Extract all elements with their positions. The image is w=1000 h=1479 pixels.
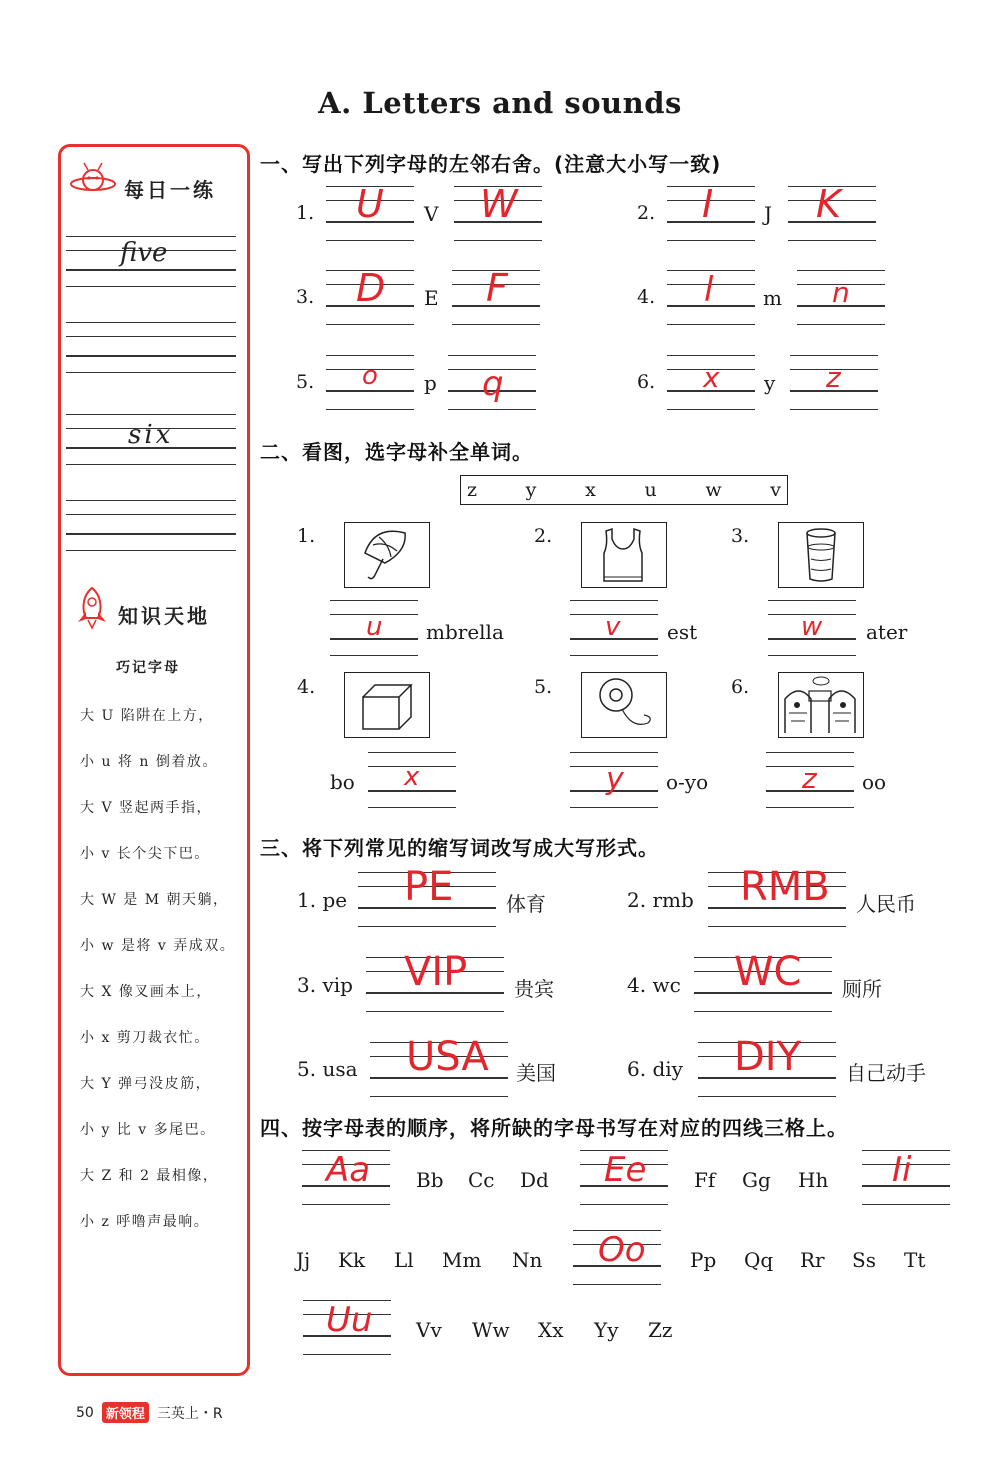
tip-line: 小 w 是将 v 弄成双。 [80, 938, 236, 954]
tip-line: 小 x 剪刀裁衣忙。 [80, 1030, 210, 1046]
tip-line: 小 z 呼噜声最响。 [80, 1214, 210, 1230]
answer-left: D [356, 266, 386, 310]
answer-letter: x [404, 762, 420, 792]
item-number: 5. [297, 1057, 317, 1081]
answer-right: z [826, 361, 841, 394]
answer-uppercase: RMB [740, 864, 830, 910]
answer-uppercase: WC [734, 949, 802, 995]
page-number: 50 [76, 1404, 94, 1421]
meaning: 厕所 [842, 977, 882, 1001]
letter-pair: Gg [742, 1168, 771, 1192]
answer-uppercase: DIY [734, 1034, 802, 1080]
vest-icon [581, 522, 667, 588]
letter-pair: Ss [852, 1248, 876, 1272]
rocket-icon [72, 586, 112, 630]
answer-left: x [703, 361, 720, 394]
meaning: 美国 [516, 1061, 556, 1085]
item-number: 4. [637, 286, 656, 308]
tip-line: 大 Z 和 2 最相像， [80, 1168, 219, 1184]
word-suffix: oo [862, 770, 887, 794]
page-title: A. Letters and sounds [318, 86, 682, 120]
meaning: 人民币 [856, 892, 916, 916]
answer-right: F [486, 266, 508, 310]
answer-letter: v [605, 612, 621, 642]
letter-pair: Bb [416, 1168, 444, 1192]
given-letter: y [764, 371, 776, 395]
item-number: 5. [296, 371, 315, 393]
answer-uppercase: PE [404, 864, 454, 910]
word-suffix: ater [866, 620, 908, 644]
given-letter: E [424, 286, 439, 310]
word-suffix: o-yo [666, 770, 709, 794]
choice-letter: v [770, 479, 781, 501]
answer-letter: w [801, 612, 823, 642]
word-suffix: est [667, 620, 698, 644]
umbrella-icon [344, 522, 430, 588]
word-prefix: bo [330, 770, 355, 794]
item-number: 3. [296, 286, 315, 308]
choice-letter: w [705, 479, 722, 501]
item-number: 4. [297, 676, 316, 698]
letter-pair: Qq [744, 1248, 774, 1272]
tip-line: 大 V 竖起两手指， [80, 800, 213, 816]
answer-left: l [704, 270, 714, 310]
tip-line: 大 X 像叉画本上， [80, 984, 212, 1000]
letter-pair: Ww [472, 1318, 510, 1342]
abbreviation: rmb [652, 888, 694, 912]
answer-right: W [480, 182, 518, 226]
letter-pair: Rr [800, 1248, 825, 1272]
section3-heading: 三、将下列常见的缩写词改写成大写形式。 [260, 836, 659, 860]
tip-title: 巧记字母 [116, 660, 180, 676]
letter-pair: Pp [690, 1248, 717, 1272]
letter-pair: Hh [798, 1168, 829, 1192]
meaning: 自己动手 [846, 1061, 926, 1085]
tip-line: 小 v 长个尖下巴。 [80, 846, 210, 862]
item-number: 2. [627, 888, 647, 912]
practice-word-five: five [120, 238, 168, 268]
item-number: 1. [297, 888, 317, 912]
letter-pair: Dd [520, 1168, 549, 1192]
answer-right: q [482, 364, 504, 404]
answer-uppercase: VIP [404, 949, 468, 995]
answer-letter: y [606, 762, 624, 797]
brand-badge: 新领程 [102, 1402, 149, 1423]
choice-letter: y [525, 479, 537, 501]
answer-letter: u [366, 612, 383, 642]
item-number: 6. [731, 676, 750, 698]
letter-pair: Jj [296, 1248, 311, 1272]
answer-left: o [362, 361, 378, 391]
choice-letter: u [644, 479, 657, 501]
answer-pair: Aa [326, 1150, 371, 1190]
abbreviation: diy [652, 1057, 683, 1081]
letter-pair: Vv [416, 1318, 442, 1342]
water-glass-icon [778, 522, 864, 588]
letter-pair: Nn [512, 1248, 543, 1272]
planet-icon [68, 160, 118, 200]
given-letter: p [424, 371, 437, 395]
letter-pair: Tt [904, 1248, 926, 1272]
letter-pair: Cc [468, 1168, 495, 1192]
abbreviation: wc [652, 973, 681, 997]
item-number: 2. [637, 202, 656, 224]
knowledge-heading: 知识天地 [118, 604, 210, 628]
choice-letter: z [467, 479, 478, 501]
answer-pair: Oo [598, 1230, 646, 1270]
abbreviation: usa [322, 1057, 358, 1081]
item-number: 1. [296, 202, 315, 224]
given-letter: m [763, 286, 782, 310]
item-number: 5. [534, 676, 553, 698]
item-number: 6. [637, 371, 656, 393]
word-suffix: mbrella [426, 620, 504, 644]
practice-word-six: six [128, 420, 174, 450]
abbreviation: pe [322, 888, 348, 912]
daily-practice-heading: 每日一练 [124, 178, 216, 202]
meaning: 体育 [506, 892, 546, 916]
yoyo-icon [581, 672, 667, 738]
letter-pair: Kk [338, 1248, 366, 1272]
letter-choice-box [460, 475, 788, 505]
abbreviation: vip [322, 973, 353, 997]
tip-line: 小 y 比 v 多尾巴。 [80, 1122, 216, 1138]
item-number: 4. [627, 973, 647, 997]
item-number: 2. [534, 525, 553, 547]
letter-pair: Xx [538, 1318, 564, 1342]
tip-line: 大 W 是 M 朝天躺， [80, 892, 229, 908]
choice-letter: x [585, 479, 596, 501]
letter-pair: Ll [394, 1248, 414, 1272]
answer-letter: z [802, 762, 817, 795]
letter-pair: Ff [694, 1168, 716, 1192]
item-number: 1. [297, 525, 316, 547]
item-number: 3. [297, 973, 317, 997]
letter-pair: Zz [648, 1318, 673, 1342]
tip-line: 小 u 将 n 倒着放。 [80, 754, 218, 770]
given-letter: J [764, 202, 773, 226]
course-label: 三英上・R [156, 1405, 223, 1422]
section1-heading: 一、写出下列字母的左邻右舍。(注意大小写一致) [260, 152, 722, 176]
answer-pair: Ii [892, 1150, 912, 1190]
letter-pair: Mm [442, 1248, 482, 1272]
item-number: 3. [731, 525, 750, 547]
meaning: 贵宾 [514, 977, 554, 1001]
box-icon [344, 672, 430, 738]
answer-pair: Uu [326, 1300, 373, 1340]
answer-left: U [356, 182, 384, 226]
page-footer [76, 1402, 223, 1423]
tip-line: 大 U 陷阱在上方， [80, 708, 214, 724]
section2-heading: 二、看图，选字母补全单词。 [260, 440, 533, 464]
item-number: 6. [627, 1057, 647, 1081]
answer-pair: Ee [604, 1150, 647, 1190]
answer-uppercase: USA [406, 1034, 489, 1080]
letter-pair: Yy [594, 1318, 619, 1342]
section4-heading: 四、按字母表的顺序，将所缺的字母书写在对应的四线三格上。 [260, 1116, 848, 1140]
zoo-icon [778, 672, 864, 738]
answer-right: n [832, 276, 850, 309]
tip-line: 大 Y 弹弓没皮筋， [80, 1076, 212, 1092]
given-letter: V [424, 202, 439, 226]
answer-left: I [702, 182, 714, 226]
answer-right: K [816, 182, 841, 226]
